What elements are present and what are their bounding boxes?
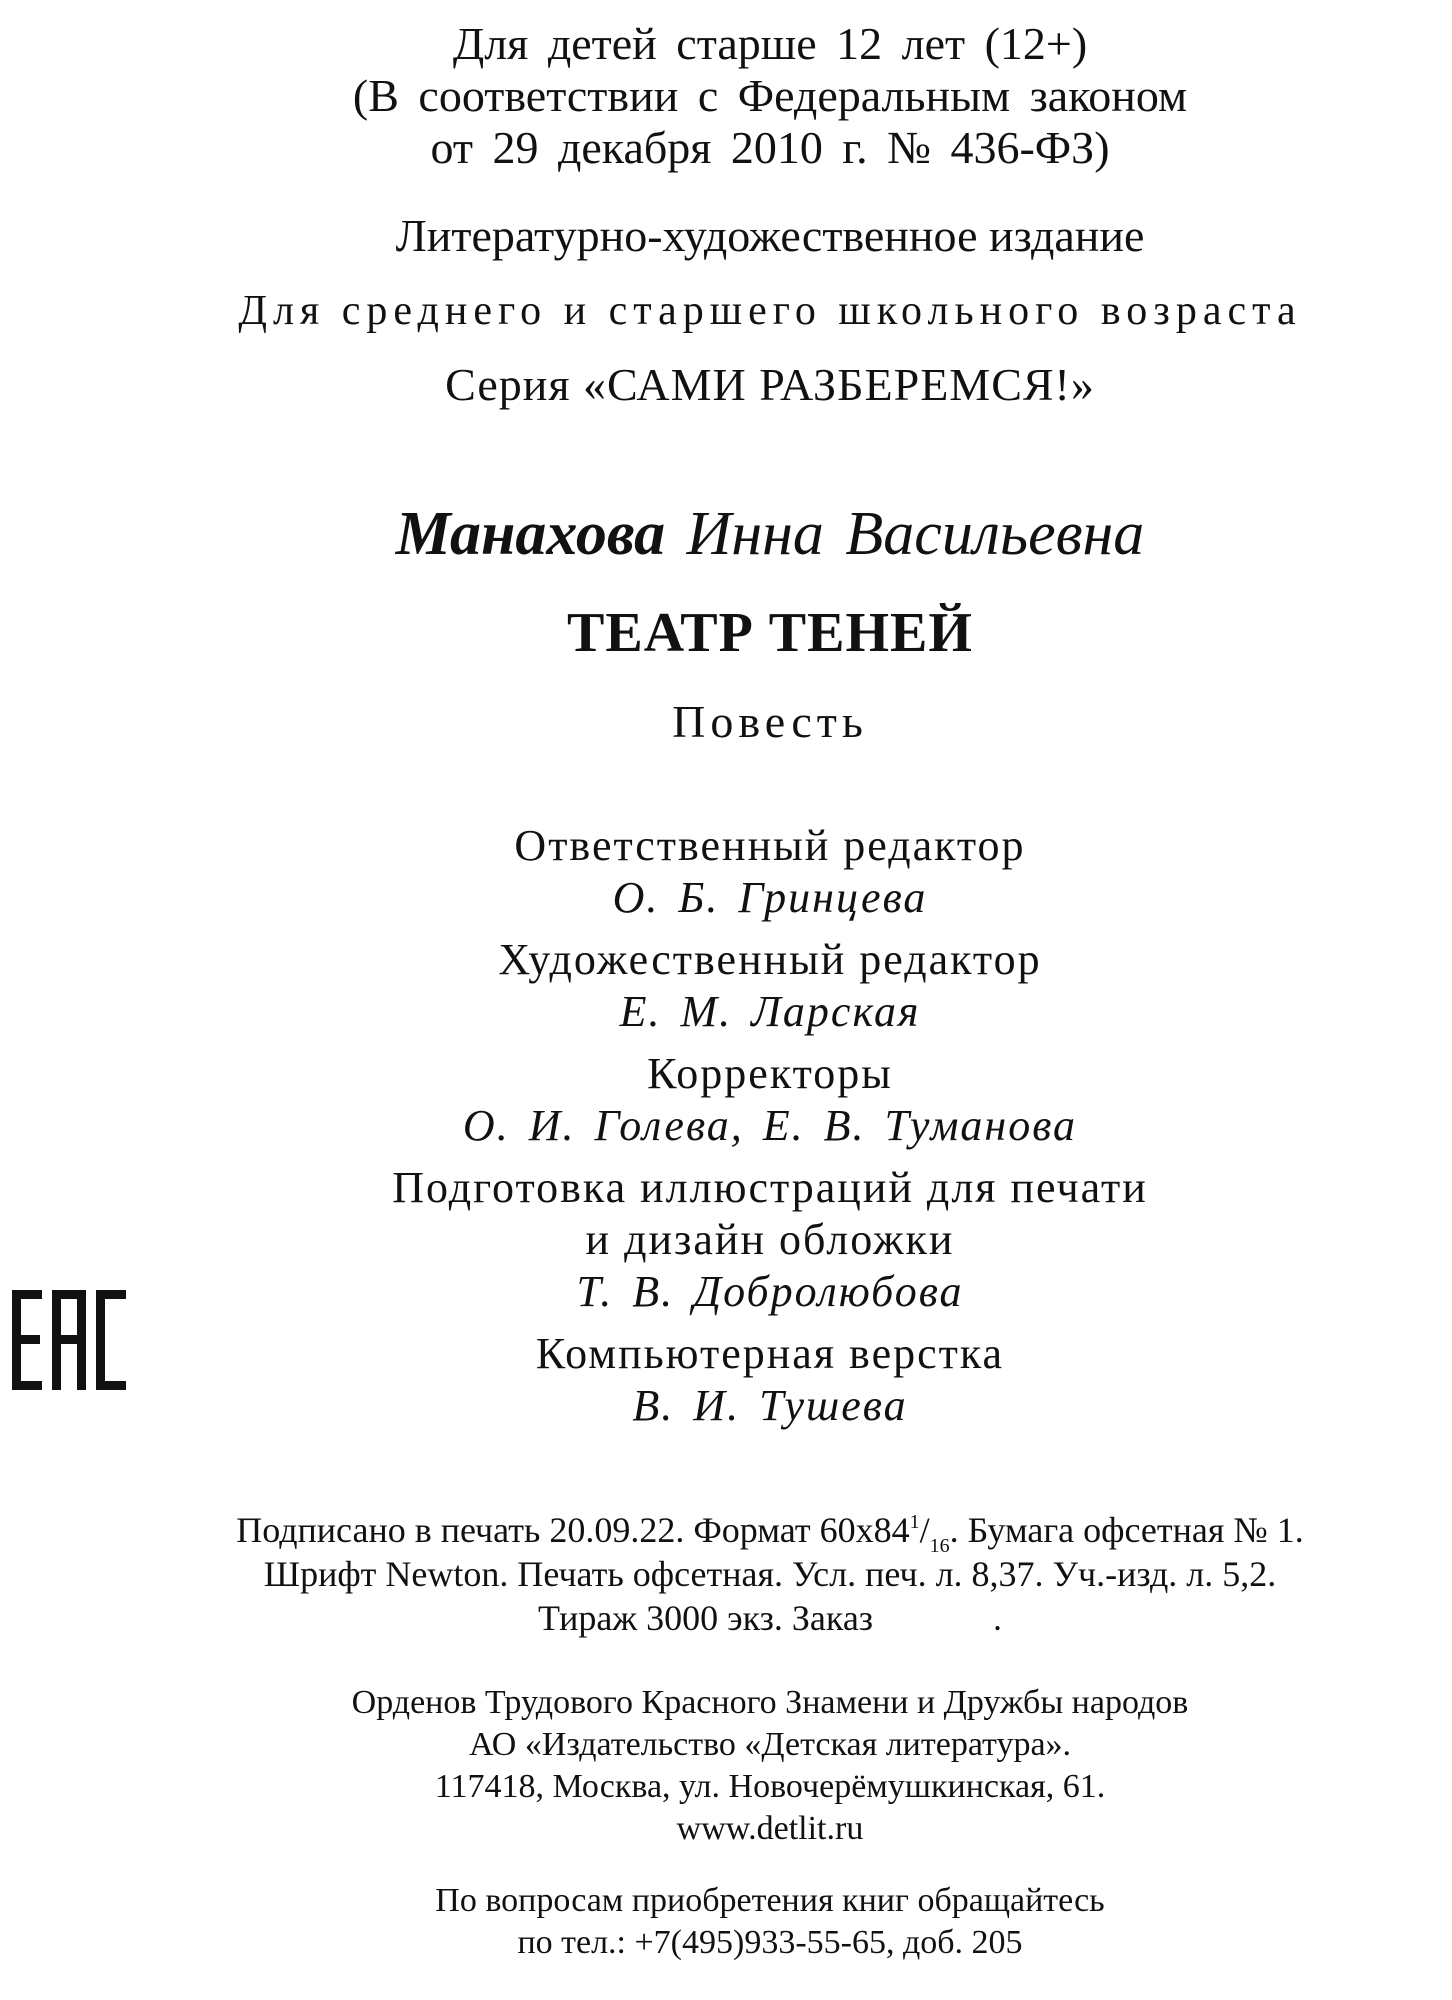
publisher-block (200, 1682, 1340, 1850)
eac-conformity-icon (10, 1290, 128, 1390)
print-details (200, 1508, 1340, 1640)
author-given-names: Инна Васильевна (686, 500, 1145, 568)
contact-line-1: По вопросам приобретения книг обращайтесь (435, 1882, 1105, 1919)
credit-role: Корректоры (647, 1049, 893, 1098)
credit-role: Подготовка иллюстраций для печати (392, 1163, 1148, 1212)
publisher-address: 117418, Москва, ул. Новочерёмушкинская, 61. (434, 1768, 1106, 1805)
credit-role: Компьютерная верстка (535, 1329, 1005, 1378)
format-subscript: 16 (929, 1535, 950, 1557)
credit-person: Е. М. Ларская (619, 987, 921, 1036)
contact-phone: по тел.: +7(495)933-55-65, доб. 205 (517, 1924, 1023, 1961)
credit-role: Ответственный редактор (514, 821, 1026, 870)
credit-art-editor (200, 934, 1340, 1038)
credit-person: О. И. Голева, Е. В. Туманова (462, 1101, 1078, 1150)
credit-proofreaders (200, 1048, 1340, 1152)
author-surname: Манахова (395, 500, 666, 568)
print-details-line-2: Шрифт Newton. Печать офсетная. Усл. печ. л. 8,37. Уч.-изд. л. 5,2. (263, 1554, 1277, 1594)
credit-role: Художественный редактор (498, 935, 1042, 984)
publisher-line-1: Орденов Трудового Красного Знамени и Дружбы народов (351, 1684, 1189, 1721)
audience-line: Для среднего и старшего школьного возраста (238, 288, 1302, 334)
print-details-line-1: Подписано в печать 20.09.22. Формат $60х84^1/_{16}$. Бумага офсетная № 1. (236, 1510, 1304, 1557)
credit-person: Т. В. Добролюбова (576, 1267, 964, 1316)
credit-person: В. И. Тушева (632, 1381, 908, 1430)
credit-role-continued: и дизайн обложки (585, 1215, 955, 1264)
author-name (200, 498, 1340, 570)
publisher-website: www.detlit.ru (676, 1810, 864, 1847)
format-superscript: 1 (909, 1511, 920, 1533)
age-rating-line: Для детей старше 12 лет (12+) (452, 18, 1088, 69)
credit-person: О. Б. Гринцева (612, 873, 928, 922)
credit-layout (200, 1328, 1340, 1432)
age-rating-law-line: (В соответствии с Федеральным законом (352, 70, 1188, 121)
credits-block (200, 820, 1340, 1442)
publisher-line-2: АО «Издательство «Детская литература». (468, 1726, 1072, 1763)
contact-block (200, 1880, 1340, 1964)
book-title: ТЕАТР ТЕНЕЙ (567, 602, 973, 664)
credit-illustration-prep (200, 1162, 1340, 1318)
book-genre: Повесть (672, 696, 868, 747)
edition-type: Литературно-художественное издание (395, 210, 1145, 261)
series-line: Серия «САМИ РАЗБЕРЕМСЯ!» (445, 359, 1095, 410)
age-rating-law-date-line: от 29 декабря 2010 г. № 436-ФЗ) (430, 122, 1110, 173)
credit-responsible-editor (200, 820, 1340, 924)
age-rating-block (200, 18, 1340, 174)
print-details-line-3: Тираж 3000 экз. Заказ . (537, 1598, 1003, 1638)
